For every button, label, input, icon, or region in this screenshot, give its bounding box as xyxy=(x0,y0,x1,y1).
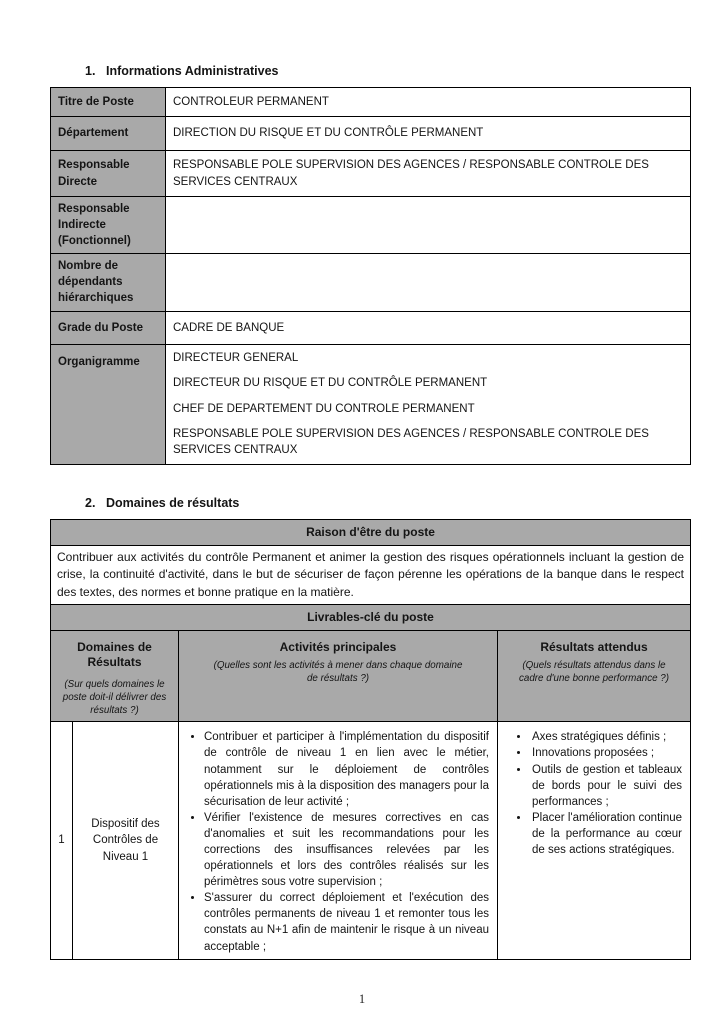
row-value: DIRECTION DU RISQUE ET DU CONTRÔLE PERMANENT xyxy=(166,117,691,151)
page-number: 1 xyxy=(358,992,366,1006)
list-item: • Vérifier l'existence de mesures correctives en cas d'anomalies et suit les recommandations pour les corrections des insuffisances relevées par les opérationnels et lors des contrôles réalisés sur les périmètres sous votre supervision ; xyxy=(204,810,489,890)
column-subtitle: (Quels résultats attendus dans le cadre d'une bonne performance ?) xyxy=(518,660,669,684)
table-row xyxy=(51,545,691,605)
organigramme-line: DIRECTEUR GENERAL xyxy=(173,352,299,365)
column-title: Domaines de Résultats xyxy=(77,640,152,670)
results-list xyxy=(506,729,682,858)
row-value-empty xyxy=(166,254,691,311)
results-cell xyxy=(498,722,691,959)
section-1-heading xyxy=(85,64,690,78)
list-item: • S'assurer du correct déploiement et l'exécution des contrôles permanents de niveau 1 et remonter tous les constats au N+1 afin de maintenir le risque à un niveau acceptable ; xyxy=(204,890,489,954)
organigramme-line: CHEF DE DEPARTEMENT DU CONTROLE PERMANENT xyxy=(173,402,475,415)
section-2-number: 2. xyxy=(85,495,96,510)
table-row xyxy=(51,519,691,545)
row-label: Organigramme xyxy=(51,344,166,464)
section-2-heading xyxy=(85,496,690,510)
column-subtitle: (Quelles sont les activités à mener dans chaque domaine de résultats ?) xyxy=(213,660,463,684)
table-row xyxy=(51,254,691,311)
column-header-domaines xyxy=(51,631,179,722)
row-value: RESPONSABLE POLE SUPERVISION DES AGENCES / RESPONSABLE CONTROLE DES SERVICES CENTRAUX xyxy=(166,151,691,197)
table-row xyxy=(51,631,691,722)
admin-info-table xyxy=(50,87,691,465)
raison-header: Raison d'être du poste xyxy=(51,519,691,545)
row-label: Responsable Directe xyxy=(51,151,166,197)
section-1-number: 1. xyxy=(85,64,96,78)
row-label: Titre de Poste xyxy=(51,88,166,117)
table-row xyxy=(51,197,691,254)
column-header-resultats xyxy=(498,631,691,722)
section-2-title: Domaines de résultats xyxy=(106,495,240,510)
table-row xyxy=(51,722,691,959)
column-title: Activités principales xyxy=(279,640,397,655)
table-row xyxy=(51,88,691,117)
result-domains-table xyxy=(50,519,691,960)
row-number: 1 xyxy=(51,722,73,959)
table-row xyxy=(51,151,691,197)
row-value: CONTROLEUR PERMANENT xyxy=(166,88,691,117)
domain-cell: Dispositif des Contrôles de Niveau 1 xyxy=(73,722,179,959)
row-label: Grade du Poste xyxy=(51,311,166,344)
column-subtitle: (Sur quels domaines le poste doit-il délivrer des résultats ?) xyxy=(62,679,167,716)
raison-text: Contribuer aux activités du contrôle Permanent et animer la gestion des risques opérationnels incluant la gestion de crise, la continuité d'activité, dans le but de sécuriser de façon pérenne les opérations de la banque dans le respect des textes, des normes et bonne pratique en la matière. xyxy=(51,545,691,605)
list-item: • Innovations proposées ; xyxy=(530,745,682,761)
list-item: • Axes stratégiques définis ; xyxy=(530,729,682,745)
table-row xyxy=(51,311,691,344)
list-item: • Outils de gestion et tableaux de bords pour le suivi des performances ; xyxy=(530,762,682,810)
row-label: Responsable Indirecte (Fonctionnel) xyxy=(51,197,166,254)
column-header-activites xyxy=(179,631,498,722)
list-item: • Placer l'amélioration continue de la performance au cœur de ses actions stratégiques. xyxy=(530,810,682,858)
row-label: Nombre de dépendants hiérarchiques xyxy=(51,254,166,311)
section-1-title: Informations Administratives xyxy=(106,64,279,78)
activities-list xyxy=(187,729,489,954)
list-item: • Contribuer et participer à l'implémentation du dispositif de contrôle de niveau 1 en lien avec le métier, notamment sur le déploiement de contrôles opérationnels mis à la disposition des managers pour la sécurisation de leur activité ; xyxy=(204,729,489,809)
table-row xyxy=(51,344,691,464)
table-row xyxy=(51,117,691,151)
activities-cell xyxy=(179,722,498,959)
organigramme-line: RESPONSABLE POLE SUPERVISION DES AGENCES / RESPONSABLE CONTROLE DES SERVICES CENTRAUX xyxy=(173,427,649,456)
livrables-header: Livrables-clé du poste xyxy=(51,605,691,631)
table-row xyxy=(51,605,691,631)
row-value: CADRE DE BANQUE xyxy=(166,311,691,344)
row-value-empty xyxy=(166,197,691,254)
column-title: Résultats attendus xyxy=(540,640,648,655)
organigramme-line: DIRECTEUR DU RISQUE ET DU CONTRÔLE PERMANENT xyxy=(173,377,488,390)
organigramme-value xyxy=(166,344,691,464)
row-label: Département xyxy=(51,117,166,151)
